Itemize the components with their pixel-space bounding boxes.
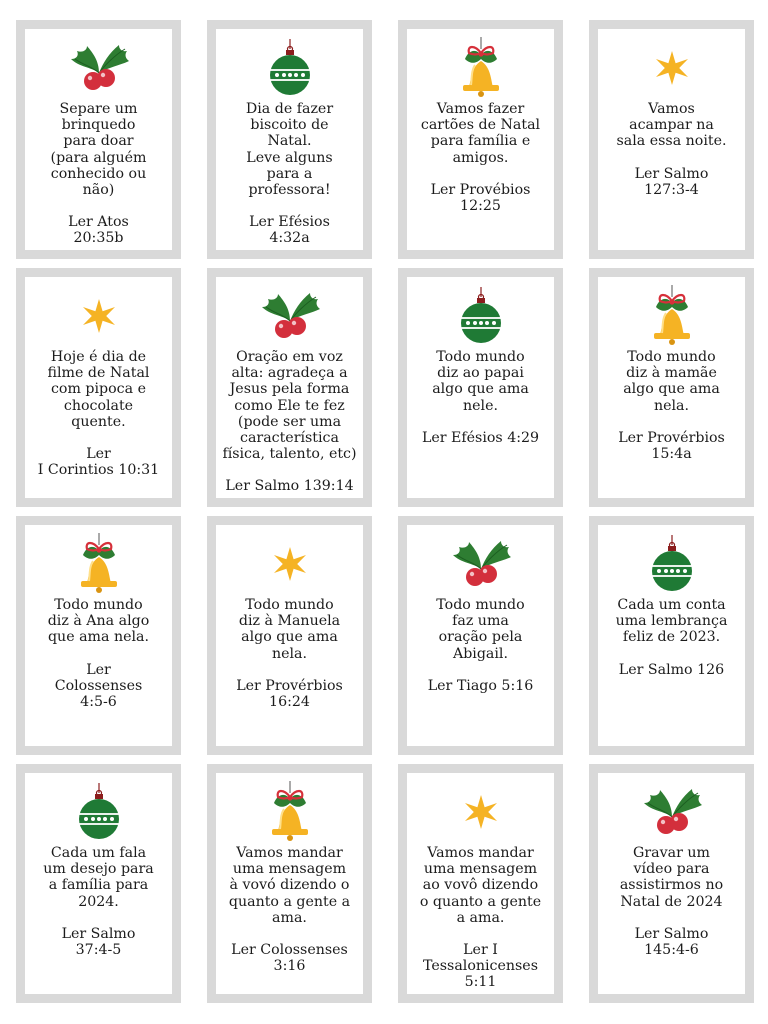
activity-card [16, 516, 181, 755]
activity-card [589, 764, 754, 1003]
activity-card [16, 268, 181, 507]
activity-card [589, 20, 754, 259]
card-verse-reference: Ler Efésios 4:29 [421, 429, 540, 446]
activity-card [16, 764, 181, 1003]
card-activity-text: Todo mundo diz à Ana algo que ama nela. [47, 597, 150, 646]
activity-card [589, 516, 754, 755]
card-verse-reference: Ler Salmo 145:4-6 [634, 925, 709, 959]
ornament-icon [260, 37, 320, 99]
card-activity-text: Oração em voz alta: agradeça a Jesus pela forma como Ele te fez (pode ser uma característica física, talento, etc) [222, 349, 357, 463]
activity-card [207, 764, 372, 1003]
ornament-icon [69, 781, 129, 843]
activity-card [398, 764, 563, 1003]
holly-icon [69, 37, 129, 99]
card-activity-text: Todo mundo diz ao papai algo que ama nele. [432, 349, 529, 414]
activity-card [207, 20, 372, 259]
bell-icon [642, 285, 702, 347]
card-activity-text: Todo mundo diz à Manuela algo que ama nela. [238, 597, 341, 662]
card-activity-text: Cada um conta uma lembrança feliz de 2023. [615, 597, 728, 646]
ornament-icon [642, 533, 702, 595]
card-activity-text: Separe um brinquedo para doar (para alguém conhecido ou não) [50, 101, 147, 199]
card-verse-reference: Ler Salmo 139:14 [225, 478, 354, 495]
card-verse-reference: Ler Salmo 127:3-4 [634, 165, 709, 198]
card-activity-text: Hoje é dia de filme de Natal com pipoca e chocolate quente. [47, 349, 150, 430]
star-icon [451, 781, 511, 843]
bell-icon [451, 37, 511, 99]
card-verse-reference: Ler Provébios 12:25 [430, 181, 531, 215]
card-verse-reference: Ler I Tessalonicenses 5:11 [423, 942, 538, 991]
card-activity-text: Todo mundo diz à mamãe algo que ama nela. [623, 349, 720, 414]
activity-card [398, 516, 563, 755]
card-verse-reference: Ler Provérbios 15:4a [618, 429, 725, 463]
activity-card [398, 268, 563, 507]
ornament-icon [451, 285, 511, 347]
advent-cards-grid [16, 20, 754, 1003]
card-verse-reference: Ler Efésios 4:32a [249, 214, 330, 247]
card-activity-text: Cada um fala um desejo para a família para 2024. [43, 845, 154, 910]
card-verse-reference: Ler I Corintios 10:31 [37, 446, 160, 479]
card-verse-reference: Ler Provérbios 16:24 [236, 677, 343, 711]
activity-card [207, 268, 372, 507]
holly-icon [451, 533, 511, 595]
card-activity-text: Vamos acampar na sala essa noite. [616, 101, 727, 150]
card-activity-text: Vamos mandar uma mensagem ao vovô dizendo o quanto a gente a ama. [419, 845, 542, 926]
card-activity-text: Vamos fazer cartões de Natal para família e amigos. [420, 101, 541, 166]
card-activity-text: Gravar um vídeo para assistirmos no Natal de 2024 [619, 845, 724, 910]
star-icon [69, 285, 129, 347]
card-verse-reference: Ler Atos 20:35b [68, 214, 129, 247]
card-activity-text: Vamos mandar uma mensagem à vovó dizendo o quanto a gente a ama. [228, 845, 351, 926]
card-verse-reference: Ler Colossenses 3:16 [231, 942, 348, 975]
star-icon [642, 37, 702, 99]
activity-card [589, 268, 754, 507]
card-verse-reference: Ler Salmo 37:4-5 [61, 925, 136, 959]
card-verse-reference: Ler Salmo 126 [618, 661, 725, 678]
bell-icon [69, 533, 129, 595]
card-verse-reference: Ler Tiago 5:16 [427, 677, 534, 694]
card-activity-text: Todo mundo faz uma oração pela Abigail. [436, 597, 525, 662]
star-icon [260, 533, 320, 595]
holly-icon [642, 781, 702, 843]
card-activity-text: Dia de fazer biscoito de Natal. Leve alguns para a professora! [245, 101, 334, 199]
card-verse-reference: Ler Colossenses 4:5-6 [54, 661, 143, 711]
activity-card [207, 516, 372, 755]
bell-icon [260, 781, 320, 843]
holly-icon [260, 285, 320, 347]
activity-card [16, 20, 181, 259]
activity-card [398, 20, 563, 259]
